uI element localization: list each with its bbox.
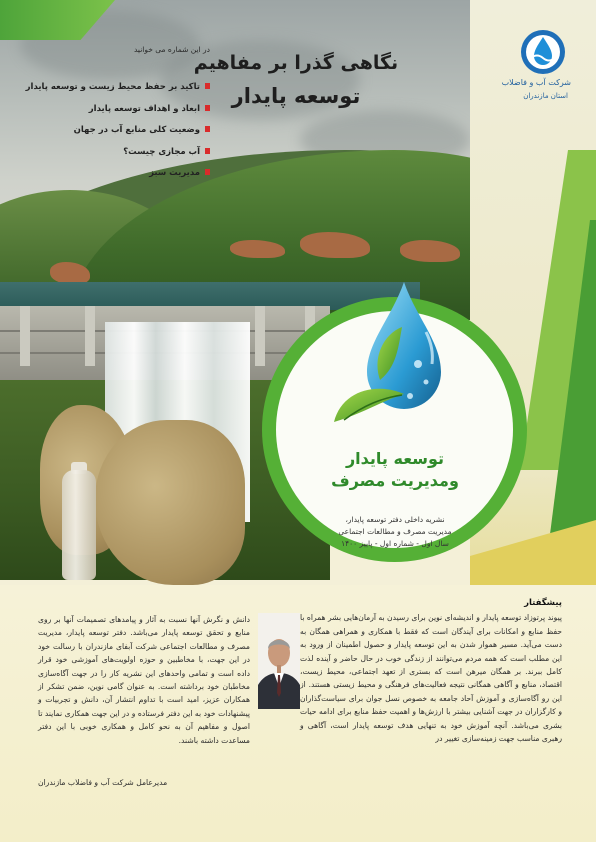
contents-item-label: ابعاد و اهداف توسعه پایدار: [88, 103, 200, 114]
title-line-2: توسعه پایدار: [231, 84, 361, 108]
badge-issue: سال اول - شماره اول - پاییز ۱۴۰۰: [341, 539, 449, 548]
contents-item[interactable]: [8, 123, 210, 145]
foreword-right-text: پیوند پرتوزاد توسعه پایدار و اندیشه‌ای نوین برای رسیدن به آرمان‌هایی بشر همراه با حفظ منابع و امکانات برای آیندگان است که فقط با همکاری و همراهی همگان به دست می‌آید. مسیر هموار شدن به این توسعه پایدار و حصول اطمینان از ورود به این مطلب است که همه مردم می‌توانند از زندگی خوب در حال حاضر و آینده لذت کامل ببرند. بر همگان میرهن است که بستری از تعهد اجتماعی، محیط زیست، اقتصاد، منابع و آگاهی همگانی نتیجه فعالیت‌های فرهنگی و محیط زیستی هستند. از این رو آگاه‌سازی و آموزش آحاد جامعه به خصوص نسل جوان برای سیاست‌گذاران و کارگزاران در جهت آشنایی بیشتر با ارزش‌ها و اهمیت حفظ منابع برای ادامه حیات بشری می‌باشد. آنچه آموزش خود به تنهایی هدف توسعه پایدار است، آگاهی و رهبری مناسب جهت زمینه‌سازی تغییر در: [300, 613, 562, 744]
water-drop-leaf-icon: [322, 272, 472, 442]
dam-pillar: [85, 306, 95, 366]
bullet-square-icon: [205, 169, 210, 175]
foreword-signature: مدیرعامل شرکت آب و فاضلاب مازندران: [38, 778, 168, 787]
foreword-left-column: دانش و نگرش آنها نسبت به آثار و پیامدهای تصمیمات آنها بر روی منابع و تحقق توسعه پایدار می‌باشد. دفتر توسعه پایدار، مدیریت مصرف و مطالعات اجتماعی شرکت آبفای مازندران با رسالت خود در این جهت، با مخاطبین و حوزه اولویت‌های آموزشی خود قرار داده است و تمامی واحدهای این نشریه کار را در جهت آگاه‌سازی مخاطبان خود برداشته است. به عنوان گامی نوین، ضمن تشکر از همکاران عزیز، امید است با تداوم انتشار آن، دانش و تجربیات و پیشنهادات خود به این دفتر فرستاده و در این جهت همکاری نمایند تا اصول و مفاهیم آن به نحو کامل و همکاری خوبی با این دفتر مساعدت داشته باشند.: [38, 615, 250, 745]
contents-item[interactable]: [8, 145, 210, 167]
dam-pillar: [20, 306, 30, 366]
contents-item-label: آب مجازی چیست؟: [123, 146, 200, 157]
bullet-square-icon: [205, 126, 210, 132]
badge-subtitle-line-1: نشریه داخلی دفتر توسعه پایدار،: [345, 515, 445, 524]
contents-item[interactable]: [8, 166, 210, 188]
foreword-heading: پیشگفتار: [524, 598, 562, 608]
contents-item[interactable]: [8, 80, 210, 102]
badge-title-line-2: ومدیریت مصرف: [331, 471, 459, 490]
badge-subtitle-line-2: مدیریت مصرف و مطالعات اجتماعی: [338, 527, 452, 536]
badge-title: [300, 448, 490, 492]
company-logo-icon: [519, 28, 567, 76]
contents-item-label: تاکید بر حفظ محیط زیست و توسعه پایدار: [25, 82, 200, 92]
contents-item-label: مدیریت سبز: [149, 168, 200, 178]
logo-region: استان مازندران: [523, 92, 568, 100]
badge-title-line-1: توسعه پایدار: [345, 449, 445, 468]
foreword-right-column: [300, 597, 562, 745]
bullet-square-icon: [205, 105, 210, 111]
empty-bottle: [62, 470, 96, 580]
contents-item-label: وضعیت کلی منابع آب در جهان: [73, 125, 200, 135]
dam-pillar: [255, 306, 265, 366]
bullet-square-icon: [205, 148, 210, 154]
bullet-square-icon: [205, 83, 210, 89]
contents-heading: در این شماره می خوانید: [134, 45, 210, 54]
cracked-earth: [95, 420, 245, 585]
logo-company-name: شرکت آب و فاضلاب: [501, 78, 571, 87]
contents-list: [8, 80, 210, 188]
title-line-1: نگاهی گذرا بر مفاهیم: [193, 52, 399, 74]
badge-subtitle: [300, 514, 490, 550]
ceo-portrait-photo: [258, 613, 300, 709]
rock: [230, 240, 285, 258]
contents-item[interactable]: [8, 102, 210, 124]
